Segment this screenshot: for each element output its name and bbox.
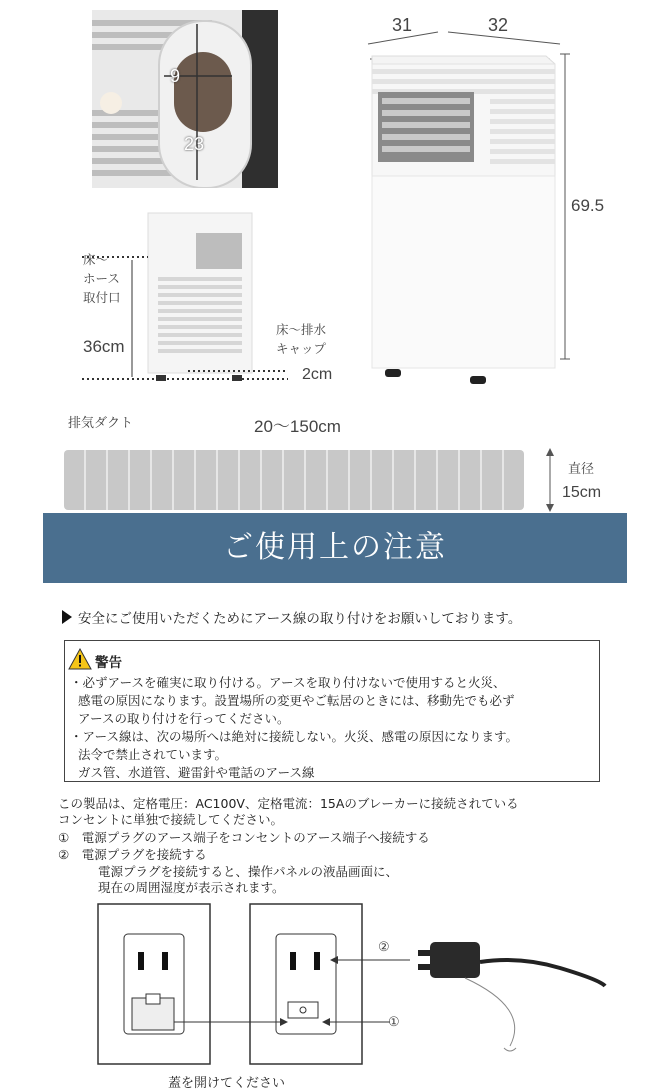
outlet-diagram: [90, 898, 630, 1068]
step-2-text: ② 電源プラグを接続する: [58, 847, 207, 862]
notice-lead: 安全にご使用いただくためにアース線の取り付けをお願いしております。: [78, 611, 522, 627]
unit-illustration: [360, 14, 660, 394]
duct-label: 排気ダクト: [68, 416, 134, 431]
warning-line: ・必ずアースを確実に取り付ける。アースを取り付けないで使用すると火災、: [70, 675, 506, 690]
diameter-arrow: [540, 446, 560, 514]
diameter-label: 直径: [568, 462, 595, 477]
body-line: この製品は、定格電圧：AC100V、定格電流：15Aのブレーカーに接続されている: [58, 796, 519, 811]
vent-dimension-lines: [92, 10, 278, 188]
warning-line: 感電の原因になります。設置場所の変更やご転居のときには、移動先でも必ず: [78, 693, 515, 708]
diameter-value: 15cm: [562, 484, 602, 501]
warning-line: 法令で禁止されています。: [78, 747, 228, 762]
height-label: 69.5: [571, 196, 605, 215]
depth-label: 31: [392, 15, 413, 35]
floor-to-hose-label: 床～ ホース 取付口: [83, 252, 121, 305]
section-title: ご使用上の注意: [223, 530, 447, 565]
warning-icon: [68, 648, 92, 670]
duct-length: 20～150cm: [254, 417, 341, 436]
step-marker-1: ①: [388, 1014, 400, 1029]
vent-photo: [92, 10, 278, 188]
vent-width-label: 9: [170, 66, 181, 86]
warning-line: アースの取り付けを行ってください。: [78, 711, 290, 726]
floor-to-hose-value: 36cm: [83, 337, 125, 356]
warning-title: 警告: [95, 655, 122, 671]
body-line: 現在の周囲湿度が表示されます。: [98, 880, 285, 895]
vent-height-label: 23: [184, 134, 205, 154]
step-marker-2: ②: [378, 939, 390, 954]
body-line: 電源プラグを接続すると、操作パネルの液晶画面に、: [98, 864, 399, 879]
warning-line: ガス管、水道管、避雷針や電話のアース線: [78, 765, 315, 780]
width-label: 32: [488, 15, 509, 35]
arrow-marker-icon: [62, 610, 72, 624]
step-1-text: ① 電源プラグのアース端子をコンセントのアース端子へ接続する: [58, 830, 430, 845]
exhaust-duct: [64, 450, 524, 510]
floor-to-drain-value: 2cm: [302, 366, 333, 383]
body-line: コンセントに単独で接続してください。: [58, 812, 284, 827]
cutoff-caption: 蓋を開けてください: [168, 1076, 286, 1091]
floor-to-drain-label: 床～排水 キャップ: [276, 322, 327, 356]
warning-line: ・アース線は、次の場所へは絶対に接続しない。火災、感電の原因になります。: [70, 729, 519, 744]
